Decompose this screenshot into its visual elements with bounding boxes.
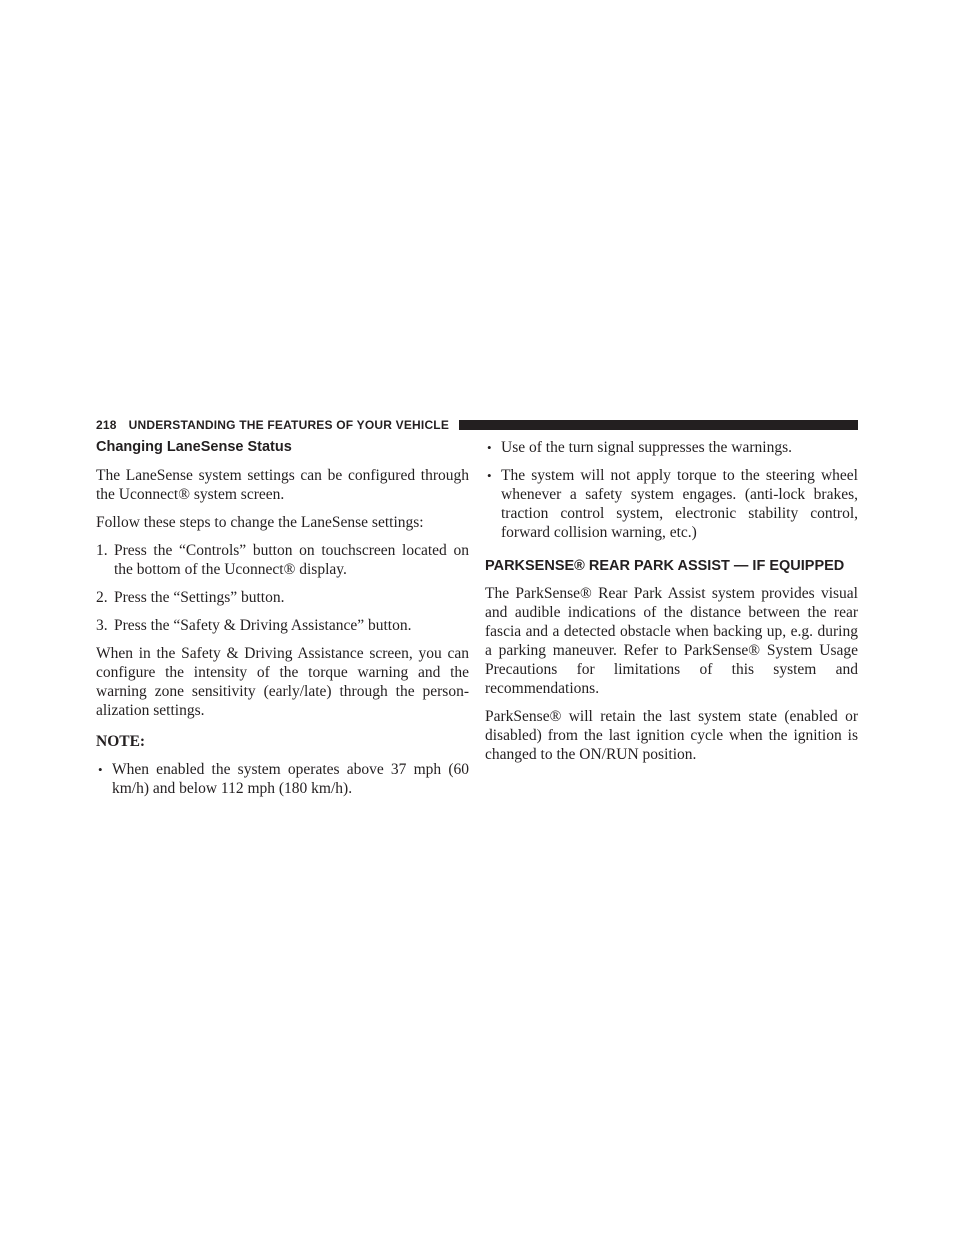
continued-bullets xyxy=(485,438,858,542)
running-title: UNDERSTANDING THE FEATURES OF YOUR VEHICLE xyxy=(128,418,450,432)
steps-list xyxy=(96,541,469,635)
paragraph: The ParkSense® Rear Park Assist system provides visual and audible indications of the distance between the rear fascia and a detected obstacle when backing up, e.g. during a parking maneuver. Refer to ParkSense® System Usage Precautions for limitations of this system and recommendations. xyxy=(485,585,858,697)
note-label: NOTE: xyxy=(96,733,146,750)
step-item xyxy=(96,588,469,607)
bullet-item: • The system will not apply torque to the steering wheel whenever a safety system engages. (anti-lock brakes, traction control system, electronic stability control, forward collision warning, etc.) xyxy=(485,466,858,542)
bullet-item: • Use of the turn signal suppresses the warnings. xyxy=(485,438,858,457)
left-column xyxy=(96,438,469,807)
step-number: 1. xyxy=(96,542,108,559)
paragraph: The LaneSense system settings can be configured through the Uconnect® system screen. xyxy=(96,467,469,503)
bullet-item: • When enabled the system operates above 37 mph (60 km/h) and below 112 mph (180 km/h). xyxy=(96,760,469,798)
step-text: Press the “Safety & Driving Assistance” button. xyxy=(114,617,412,634)
section-heading-lanesense: Changing LaneSense Status xyxy=(96,439,292,455)
paragraph: Follow these steps to change the LaneSense settings: xyxy=(96,514,424,531)
paragraph: ParkSense® will retain the last system state (enabled or disabled) from the last ignition cycle when the ignition is changed to the ON/RUN position. xyxy=(485,708,858,763)
header-rule xyxy=(459,420,858,430)
step-number: 3. xyxy=(96,617,108,634)
page-number: 218 xyxy=(96,418,117,432)
page-header xyxy=(96,417,858,433)
paragraph: When in the Safety & Driving Assistance screen, you can configure the intensity of the torque warning and the warning zone sensitivity (early/late) through the person-alization settings. xyxy=(96,645,469,719)
right-column xyxy=(485,438,858,773)
step-text: Press the “Settings” button. xyxy=(114,589,285,606)
step-item xyxy=(96,541,469,579)
note-bullets xyxy=(96,760,469,798)
step-number: 2. xyxy=(96,589,108,606)
step-text: Press the “Controls” button on touchscreen located on the bottom of the Uconnect® display. xyxy=(114,542,469,578)
section-heading-parksense: PARKSENSE® REAR PARK ASSIST — IF EQUIPPED xyxy=(485,558,845,574)
step-item xyxy=(96,616,469,635)
